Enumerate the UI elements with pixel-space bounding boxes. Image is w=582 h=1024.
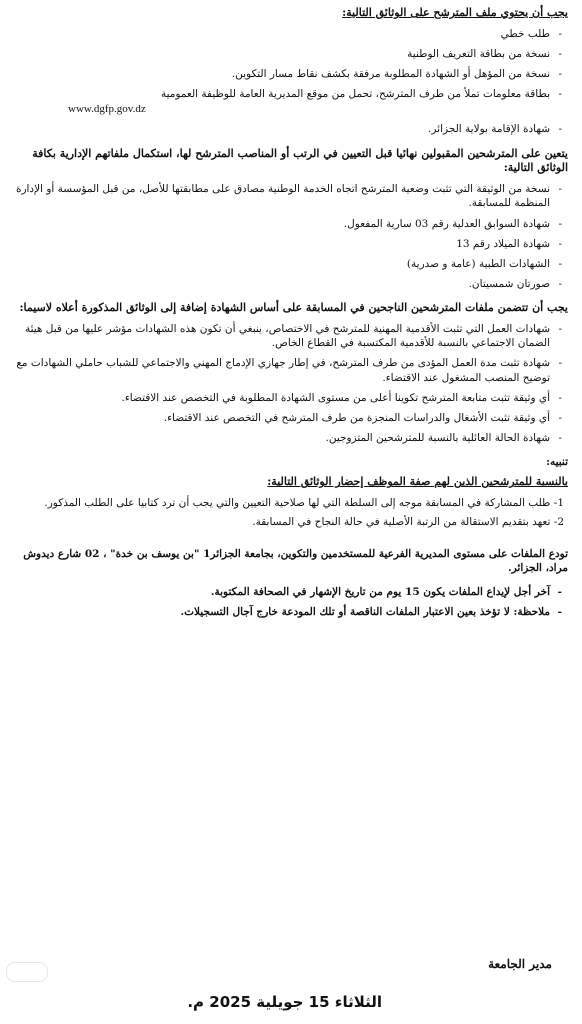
deadline-item: - آخر أجل لإيداع الملفات يكون 15 يوم من تاريخ الإشهار في الصحافة المكتوبة.: [8, 585, 550, 599]
admin-documents-section: [8, 147, 568, 292]
list-item: - نسخة من بطاقة التعريف الوطنية: [8, 47, 550, 61]
deposit-address: تودع الملفات على مستوى المديرية الفرعية للمستخدمين والتكوين، بجامعة الجزائر1 "بن يوسف بن خدة" ، 02 شارع ديدوش مراد، الجزائر.: [23, 547, 568, 574]
list-item: - شهادة الحالة العائلية بالنسبة للمترشحين المتزوجين.: [8, 431, 550, 445]
list-item: - أي وثيقة تثبت متابعة المترشح تكوينا أعلى من مستوى الشهادة المطلوبة في التخصص عند الاقتضاء.: [8, 391, 550, 405]
list-item: - شهادات العمل التي تثبت الأقدمية المهنية للمترشح في الاختصاص، ينبغي أن تكون هذه الشهادات مؤشر عليها من قبل هيئة الضمان الاجتماعي بالنسبة للأقدمية المكتسبة في القطاع الخاص.: [8, 322, 550, 350]
required-documents-section: [8, 6, 568, 137]
list-item: - أي وثيقة تثبت الأشغال والدراسات المنجزة من طرف المترشح في التخصص عند الاقتضاء.: [8, 411, 550, 425]
document-list: [8, 322, 568, 445]
notice-section: [8, 455, 568, 528]
list-item: - نسخة من الوثيقة التي تثبت وضعية المترشح اتجاه الخدمة الوطنية مصادق على مطابقتها للأصل، من قبل المؤسسة أو الإدارة المنظمة للمسابقة.: [8, 182, 550, 210]
notice-subheading: بالنسبة للمترشحين الذين لهم صفة الموظف إحضار الوثائق التالية:: [267, 475, 568, 489]
list-item: - طلب خطي: [8, 27, 550, 41]
list-item: - شهادة الإقامة بولاية الجزائر.: [8, 122, 550, 136]
section-heading: يتعين على المترشحين المقبولين نهائيا قبل التعيين في الرتب أو المناصب المترشح لها، استكمال ملفاتهم الإدارية بكافة الوثائق التالية:: [32, 146, 568, 175]
document-list: [8, 182, 568, 291]
list-item: - شهادة السوابق العدلية رقم 03 سارية المفعول.: [8, 217, 550, 231]
section-heading: يجب أن تتضمن ملفات المترشحين الناجحين في المسابقة على أساس الشهادة إضافة إلى الوثائق المذكورة أعلاه لاسيما:: [19, 301, 568, 315]
document-date: الثلاثاء 15 جويلية 2025 م.: [187, 993, 382, 1011]
final-notes-list: [8, 585, 568, 619]
successful-candidates-section: [8, 301, 568, 445]
numbered-item: 2- تعهد بتقديم الاستقالة من الرتبة الأصلية في حالة النجاح في المسابقة.: [252, 515, 564, 528]
list-item: [8, 87, 550, 116]
document-list: [8, 27, 568, 137]
remark-item: - ملاحظة: لا تؤخذ بعين الاعتبار الملفات الناقصة أو تلك المودعة خارج آجال التسجيلات.: [8, 605, 550, 619]
website-url[interactable]: www.dgfp.gov.dz: [68, 102, 146, 115]
list-item: - صورتان شمسيتان.: [8, 277, 550, 291]
faint-stamp-mark: [6, 962, 48, 982]
list-item: - الشهادات الطبية (عامة و صدرية): [8, 257, 550, 271]
list-item: - شهادة تثبت مدة العمل المؤدى من طرف المترشح، في إطار جهازي الإدماج المهني والاجتماعي للشباب حاملي الشهادات مع توضيح المنصب المشغول عند الاقتضاء.: [8, 356, 550, 384]
signature-title: مدير الجامعة: [488, 957, 552, 971]
numbered-item: 1- طلب المشاركة في المسابقة موجه إلى السلطة التي لها صلاحية التعيين والتي يجب أن ترد كتابيا على الطلب المذكور.: [44, 497, 564, 510]
section-heading: يجب أن يحتوي ملف المترشح على الوثائق التالية:: [342, 6, 568, 19]
notice-title: تنبيه:: [546, 456, 568, 469]
list-item-text: بطاقة معلومات تملأ من طرف المترشح، تحمل من موقع المديرية العامة للوظيفة العمومية: [160, 88, 550, 101]
list-item: - نسخة من المؤهل أو الشهادة المطلوبة مرفقة بكشف نقاط مسار التكوين.: [8, 67, 550, 81]
list-item: - شهادة الميلاد رقم 13: [8, 237, 550, 251]
